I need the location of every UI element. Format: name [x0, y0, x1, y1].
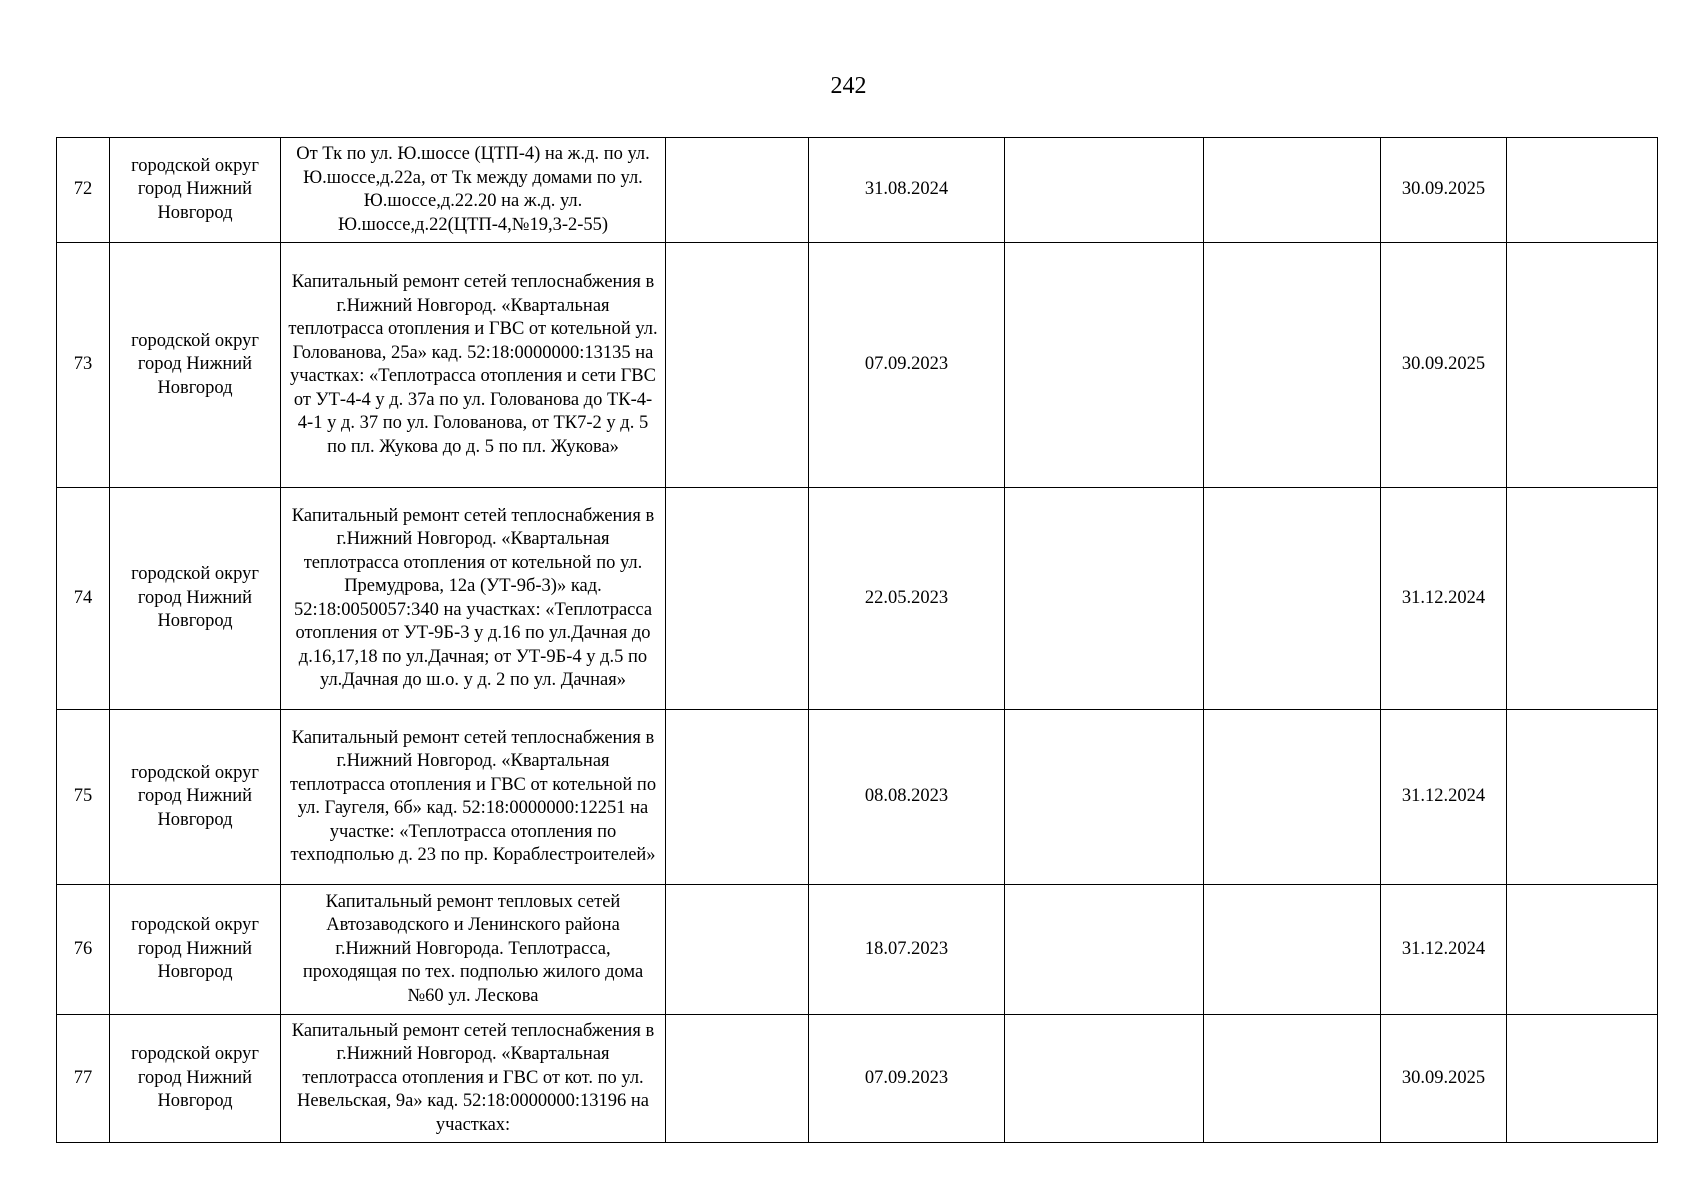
end-date-cell: 31.12.2024: [1381, 710, 1507, 885]
empty-cell: [1204, 138, 1381, 243]
municipality-cell: городской округ город Нижний Новгород: [110, 885, 281, 1015]
start-date-cell: 07.09.2023: [809, 1015, 1005, 1143]
municipality-cell: городской округ город Нижний Новгород: [110, 488, 281, 710]
start-date-cell: 07.09.2023: [809, 243, 1005, 488]
empty-cell: [666, 243, 809, 488]
start-date-cell: 22.05.2023: [809, 488, 1005, 710]
empty-cell: [1005, 138, 1204, 243]
empty-cell: [1005, 1015, 1204, 1143]
empty-cell: [1507, 243, 1658, 488]
row-number: 74: [57, 488, 110, 710]
end-date-cell: 30.09.2025: [1381, 1015, 1507, 1143]
municipality-cell: городской округ город Нижний Новгород: [110, 710, 281, 885]
row-number: 76: [57, 885, 110, 1015]
description-cell: От Тк по ул. Ю.шоссе (ЦТП-4) на ж.д. по ул. Ю.шоссе,д.22а, от Тк между домами по ул. Ю.шоссе,д.22.20 на ж.д. ул. Ю.шоссе,д.22(ЦТП-4,№19,3-2-55): [281, 138, 666, 243]
row-number: 72: [57, 138, 110, 243]
start-date-cell: 18.07.2023: [809, 885, 1005, 1015]
empty-cell: [1507, 885, 1658, 1015]
table-row: [57, 710, 1658, 885]
page-number: 242: [830, 73, 867, 99]
row-number: 77: [57, 1015, 110, 1143]
empty-cell: [1005, 243, 1204, 488]
municipality-cell: городской округ город Нижний Новгород: [110, 138, 281, 243]
description-cell: Капитальный ремонт сетей теплоснабжения в г.Нижний Новгород. «Квартальная теплотрасса отопления и ГВС от котельной ул. Голованова, 25а» кад. 52:18:0000000:13135 на участках: «Теплотрасса отопления и сети ГВС от УТ-4-4 у д. 37а по ул. Голованова до ТК-4-4-1 у д. 37 по ул. Голованова, от ТК7-2 у д. 5 по пл. Жукова до д. 5 по пл. Жукова»: [281, 243, 666, 488]
empty-cell: [1507, 1015, 1658, 1143]
row-number: 73: [57, 243, 110, 488]
start-date-cell: 31.08.2024: [809, 138, 1005, 243]
table-row: [57, 885, 1658, 1015]
empty-cell: [1204, 1015, 1381, 1143]
end-date-cell: 30.09.2025: [1381, 243, 1507, 488]
table-row: [57, 243, 1658, 488]
start-date-cell: 08.08.2023: [809, 710, 1005, 885]
registry-table: [56, 137, 1658, 1143]
table-row: [57, 1015, 1658, 1143]
description-cell: Капитальный ремонт тепловых сетей Автозаводского и Ленинского района г.Нижний Новгорода. Теплотрасса, проходящая по тех. подполью жилого дома №60 ул. Лескова: [281, 885, 666, 1015]
end-date-cell: 30.09.2025: [1381, 138, 1507, 243]
empty-cell: [1005, 710, 1204, 885]
municipality-cell: городской округ город Нижний Новгород: [110, 1015, 281, 1143]
empty-cell: [1204, 710, 1381, 885]
row-number: 75: [57, 710, 110, 885]
description-cell: Капитальный ремонт сетей теплоснабжения в г.Нижний Новгород. «Квартальная теплотрасса отопления и ГВС от кот. по ул. Невельская, 9а» кад. 52:18:0000000:13196 на участках:: [281, 1015, 666, 1143]
empty-cell: [1204, 885, 1381, 1015]
empty-cell: [666, 488, 809, 710]
table-row: [57, 138, 1658, 243]
description-cell: Капитальный ремонт сетей теплоснабжения в г.Нижний Новгород. «Квартальная теплотрасса отопления и ГВС от котельной по ул. Гаугеля, 6б» кад. 52:18:0000000:12251 на участке: «Теплотрасса отопления по техподполью д. 23 по пр. Кораблестроителей»: [281, 710, 666, 885]
empty-cell: [666, 138, 809, 243]
table-row: [57, 488, 1658, 710]
description-cell: Капитальный ремонт сетей теплоснабжения в г.Нижний Новгород. «Квартальная теплотрасса отопления от котельной по ул. Премудрова, 12а (УТ-9б-3)» кад. 52:18:0050057:340 на участках: «Теплотрасса отопления от УТ-9Б-3 у д.16 по ул.Дачная до д.16,17,18 по ул.Дачная; от УТ-9Б-4 у д.5 по ул.Дачная до ш.о. у д. 2 по ул. Дачная»: [281, 488, 666, 710]
municipality-cell: городской округ город Нижний Новгород: [110, 243, 281, 488]
empty-cell: [1507, 488, 1658, 710]
empty-cell: [1204, 488, 1381, 710]
empty-cell: [1005, 885, 1204, 1015]
empty-cell: [666, 1015, 809, 1143]
empty-cell: [666, 710, 809, 885]
empty-cell: [1507, 138, 1658, 243]
empty-cell: [1005, 488, 1204, 710]
end-date-cell: 31.12.2024: [1381, 885, 1507, 1015]
end-date-cell: 31.12.2024: [1381, 488, 1507, 710]
empty-cell: [666, 885, 809, 1015]
empty-cell: [1204, 243, 1381, 488]
empty-cell: [1507, 710, 1658, 885]
